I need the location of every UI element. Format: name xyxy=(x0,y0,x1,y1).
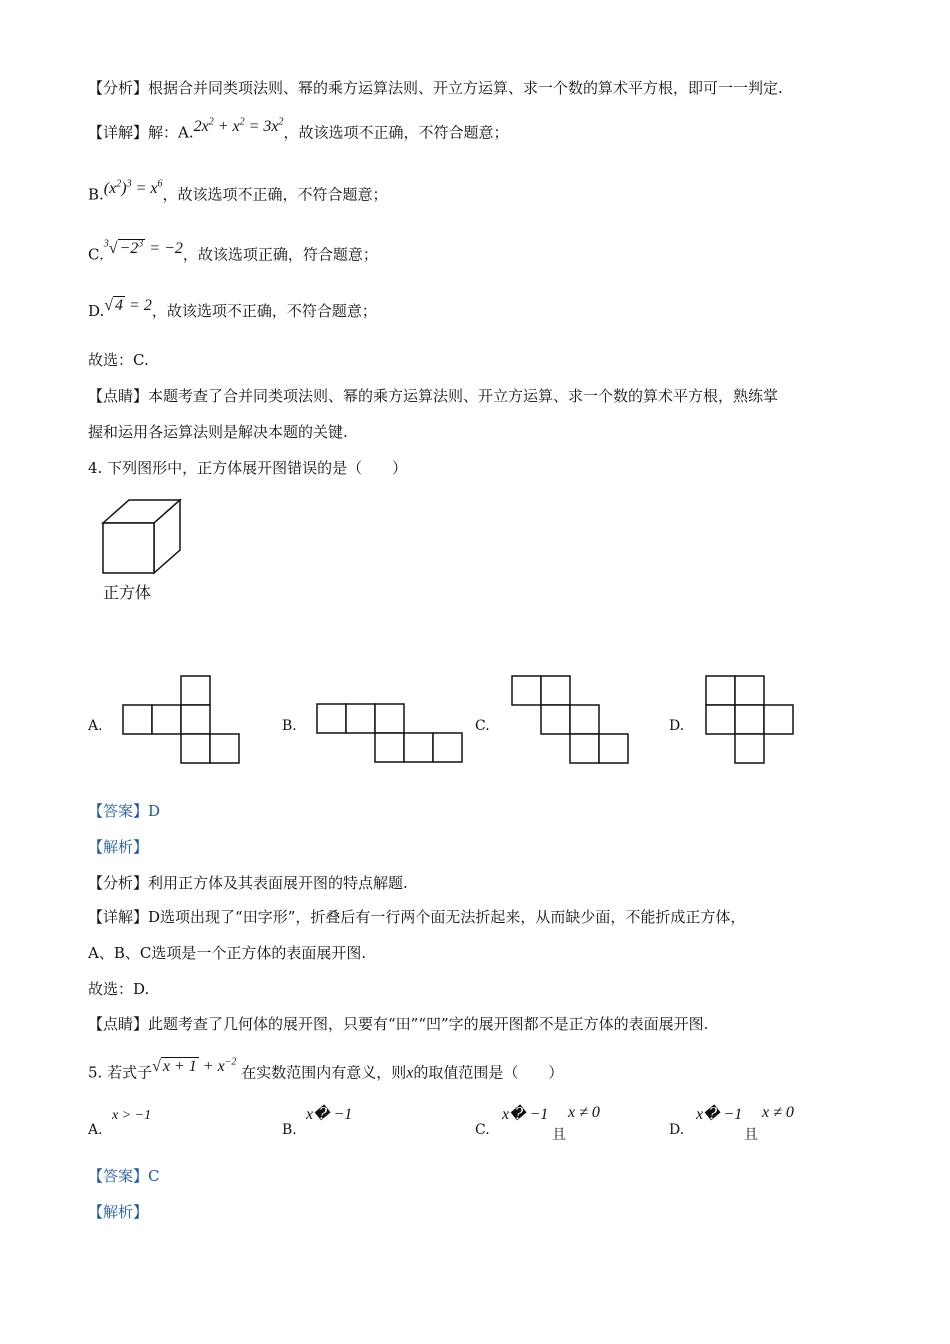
q5-variable: x xyxy=(406,1064,414,1082)
q5-option-a-label: A. xyxy=(88,1122,103,1138)
cube-label: 正方体 xyxy=(103,583,152,602)
q5-option-c: x� −1 xyxy=(502,1106,549,1123)
q5-option-d-ne: x ≠ 0 xyxy=(762,1104,794,1121)
q5-option-b: x� −1 xyxy=(306,1106,353,1123)
q3-b-tail: ，故该选项不正确，不符合题意； xyxy=(162,185,388,204)
q4-answer xyxy=(88,800,160,822)
q4-option-d-label: D. xyxy=(669,718,685,734)
cube-figure xyxy=(96,496,188,580)
net-option-b xyxy=(316,703,466,765)
q5-option-c-label: C. xyxy=(475,1122,490,1138)
q5-answer-text: 【答案】C xyxy=(88,1167,160,1185)
q3-c xyxy=(88,240,378,266)
q5-option-a: x > −1 xyxy=(112,1108,152,1123)
q4-option-b-label: B. xyxy=(282,718,297,734)
q4-answer-text: 【答案】D xyxy=(88,802,161,820)
q3-detail-a-tail: ，故该选项不正确，不符合题意； xyxy=(283,123,509,142)
q4-explain-title: 【解析】 xyxy=(88,838,149,856)
formula-a: $2x^2 + x^2 = 3x^2$ xyxy=(193,117,284,136)
q3-d-tail: ，故该选项不正确，不符合题意； xyxy=(151,302,377,320)
q4-detail-1: 【详解】D选项出现了“田字形”，折叠后有一行两个面无法折起来，从而缺少面，不能折成正方体， xyxy=(88,908,746,926)
q5-suffix: 在实数范围内有意义，则 xyxy=(241,1063,407,1082)
net-option-c xyxy=(511,675,633,765)
q5-explain-title: 【解析】 xyxy=(88,1203,149,1221)
q5-prefix: 5. 若式子 xyxy=(88,1063,153,1082)
q4-option-c-label: C. xyxy=(475,718,490,734)
net-option-d xyxy=(705,675,799,765)
q5-option-d-and: 且 xyxy=(744,1127,758,1143)
q5-end: 的取值范围是（ ） xyxy=(413,1063,564,1082)
q3-d-label: D. xyxy=(88,302,105,320)
net-option-a xyxy=(122,675,244,765)
q5-option-d-label: D. xyxy=(669,1122,685,1138)
q3-comment-2: 握和运用各运算法则是解决本题的关键. xyxy=(88,423,348,441)
q3-choose: 故选：C. xyxy=(88,351,149,369)
formula-c: $^3√ -2^3 = -2$ xyxy=(103,239,183,258)
q3-c-label: C. xyxy=(88,245,104,264)
q3-detail-a xyxy=(88,118,509,144)
q5-option-d: x� −1 xyxy=(696,1106,743,1123)
q3-detail-prefix: 【详解】解：A. xyxy=(88,123,194,142)
formula-q5: √ $x + 1 + x^{-2}$ xyxy=(152,1057,237,1076)
q3-d xyxy=(88,297,377,323)
q3-b-label: B. xyxy=(88,185,104,204)
q5-option-c-ne: x ≠ 0 xyxy=(568,1104,600,1121)
q4-comment: 【点睛】此题考查了几何体的展开图，只要有“田”“凹”字的展开图都不是正方体的表面展开图. xyxy=(88,1015,709,1033)
q5-option-b-label: B. xyxy=(282,1122,297,1138)
q4-analysis: 【分析】利用正方体及其表面展开图的特点解题. xyxy=(88,874,408,892)
q4-option-a-label: A. xyxy=(88,718,103,734)
formula-d: √ 4 = 2 xyxy=(104,297,152,314)
q3-b xyxy=(88,180,387,206)
q4-question: 4. 下列图形中，正方体展开图错误的是（ ） xyxy=(88,459,408,477)
q3-analysis: 【分析】根据合并同类项法则、幂的乘方运算法则、开立方运算、求一个数的算术平方根，即可一一判定. xyxy=(88,79,783,97)
q3-c-tail: ，故该选项正确，符合题意； xyxy=(182,245,378,264)
q4-detail-2: A、B、C选项是一个正方体的表面展开图. xyxy=(88,944,367,962)
q5-question xyxy=(88,1058,563,1084)
q4-choose: 故选：D. xyxy=(88,980,150,998)
q3-comment-1: 【点睛】本题考查了合并同类项法则、幂的乘方运算法则、开立方运算、求一个数的算术平方根，熟练掌 xyxy=(88,387,779,405)
q5-answer xyxy=(88,1165,159,1187)
formula-b: $(x^2)^3 = x^6$ xyxy=(103,179,163,198)
q5-option-c-and: 且 xyxy=(552,1127,566,1143)
